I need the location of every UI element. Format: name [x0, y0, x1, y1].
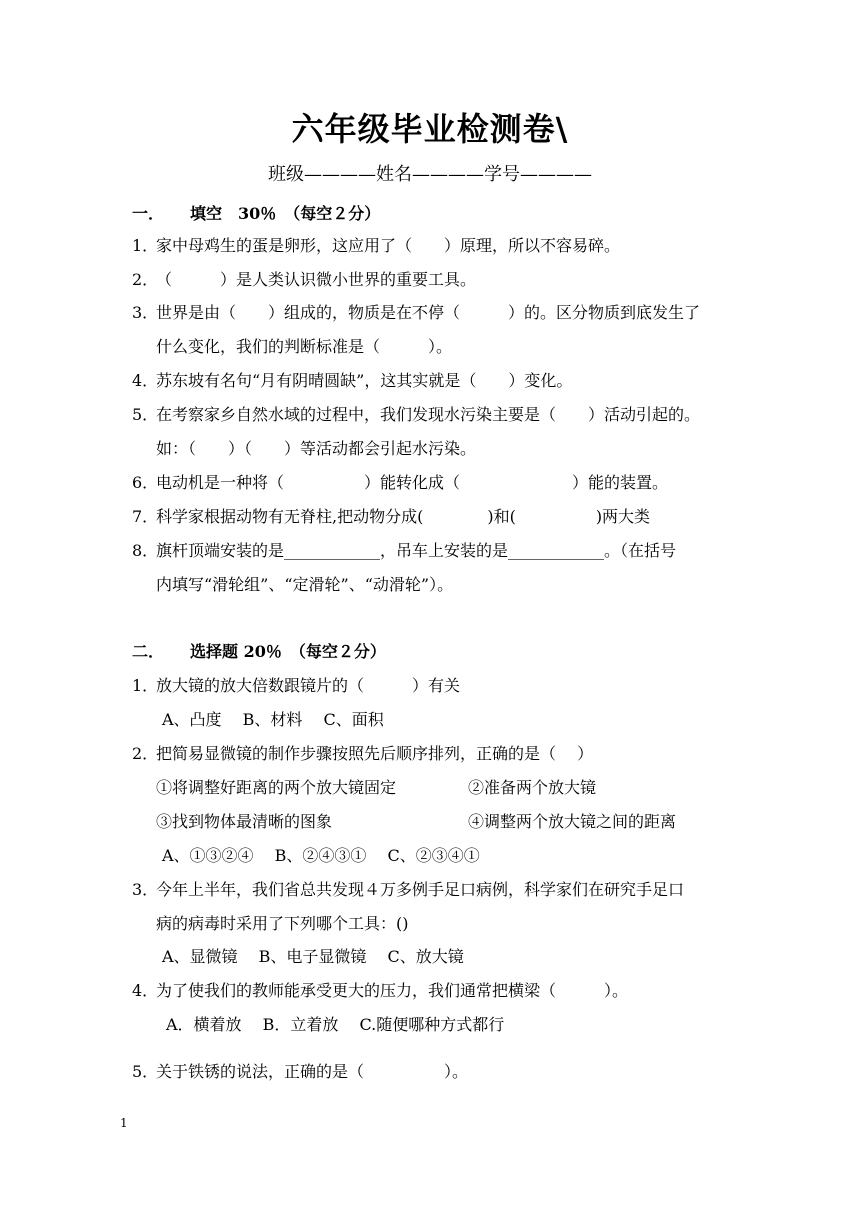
section-title: 选择题 20％ （每空２分） [190, 642, 386, 661]
answer-options: A、凸度 B、材料 C、面积 [162, 710, 384, 729]
question-item [132, 676, 460, 696]
question-text: 旗杆顶端安装的是____________，吊车上安装的是____________。（在括号 [156, 541, 677, 560]
question-item [132, 303, 700, 323]
question-item [132, 405, 700, 425]
question-number: 7． [132, 507, 159, 526]
question-text: 今年上半年，我们省总共发现４万多例手足口病例，科学家们在研究手足口 [156, 880, 685, 899]
question-number: 1． [132, 236, 159, 255]
question-text: 世界是由（ ）组成的，物质是在不停（ ）的。区分物质到底发生了 [156, 303, 701, 322]
step-item: ④调整两个放大镜之间的距离 [468, 812, 677, 831]
question-text: （ ）是人类认识微小世界的重要工具。 [156, 270, 477, 289]
question-number: 2． [132, 744, 159, 763]
question-number: 3． [132, 880, 159, 899]
page-number: 1 [120, 1116, 128, 1130]
answer-options: A、显微镜 B、电子显微镜 C、放大镜 [162, 947, 464, 966]
question-text: 为了使我们的教师能承受更大的压力，我们通常把横梁（ ）。 [156, 981, 629, 1000]
section-title: 填空 30％ （每空２分） [190, 204, 381, 223]
question-item [132, 541, 676, 561]
question-item [132, 1062, 468, 1082]
question-continuation: 什么变化，我们的判断标准是（ ）。 [156, 337, 453, 356]
question-text: 关于铁锈的说法，正确的是（ ）。 [156, 1062, 469, 1081]
question-number: 5． [132, 405, 159, 424]
question-number: 1． [132, 676, 159, 695]
step-item: ③找到物体最清晰的图象 [156, 812, 333, 831]
answer-options: A．横着放 B．立着放 C.随便哪种方式都行 [166, 1015, 505, 1034]
question-number: 5． [132, 1062, 159, 1081]
step-item: ②准备两个放大镜 [468, 778, 597, 797]
question-item [132, 744, 593, 764]
question-number: 8． [132, 541, 159, 560]
question-text: 电动机是一种将（ ）能转化成（ ）能的装置。 [156, 473, 669, 492]
step-item: ①将调整好距离的两个放大镜固定 [156, 778, 397, 797]
question-item [132, 880, 684, 900]
section-number: 一． [132, 204, 165, 223]
question-number: 6． [132, 473, 159, 492]
question-item [132, 270, 476, 290]
section-heading-choice [132, 642, 386, 662]
question-item [132, 371, 572, 391]
question-number: 4． [132, 981, 159, 1000]
question-item [132, 473, 668, 493]
question-text: 放大镜的放大倍数跟镜片的（ ）有关 [156, 676, 461, 695]
question-number: 2． [132, 270, 159, 289]
question-item [132, 507, 650, 527]
question-text: 把简易显微镜的制作步骤按照先后顺序排列，正确的是（ ） [156, 744, 594, 763]
question-continuation: 病的病毒时采用了下列哪个工具：() [156, 914, 409, 933]
question-number: 3． [132, 303, 159, 322]
question-continuation: 如：（ ）（ ）等活动都会引起水污染。 [156, 439, 477, 458]
student-info-line: 班级————姓名————学号———— [268, 164, 592, 185]
question-item [132, 981, 628, 1001]
section-number: 二． [132, 642, 165, 661]
section-heading-fill [132, 204, 380, 224]
question-number: 4． [132, 371, 159, 390]
question-item [132, 236, 620, 256]
question-text: 科学家根据动物有无脊柱,把动物分成( )和( )两大类 [156, 507, 651, 526]
question-text: 家中母鸡生的蛋是卵形，这应用了（ ）原理，所以不容易碎。 [156, 236, 621, 255]
question-continuation: 内填写“滑轮组”、“定滑轮”、“动滑轮”）。 [156, 575, 454, 594]
page-title: 六年级毕业检测卷\ [291, 110, 569, 148]
question-text: 在考察家乡自然水域的过程中，我们发现水污染主要是（ ）活动引起的。 [156, 405, 701, 424]
answer-options: A、①③②④ B、②④③① C、②③④① [162, 846, 480, 865]
question-text: 苏东坡有名句“月有阴晴圆缺”，这其实就是（ ）变化。 [156, 371, 573, 390]
